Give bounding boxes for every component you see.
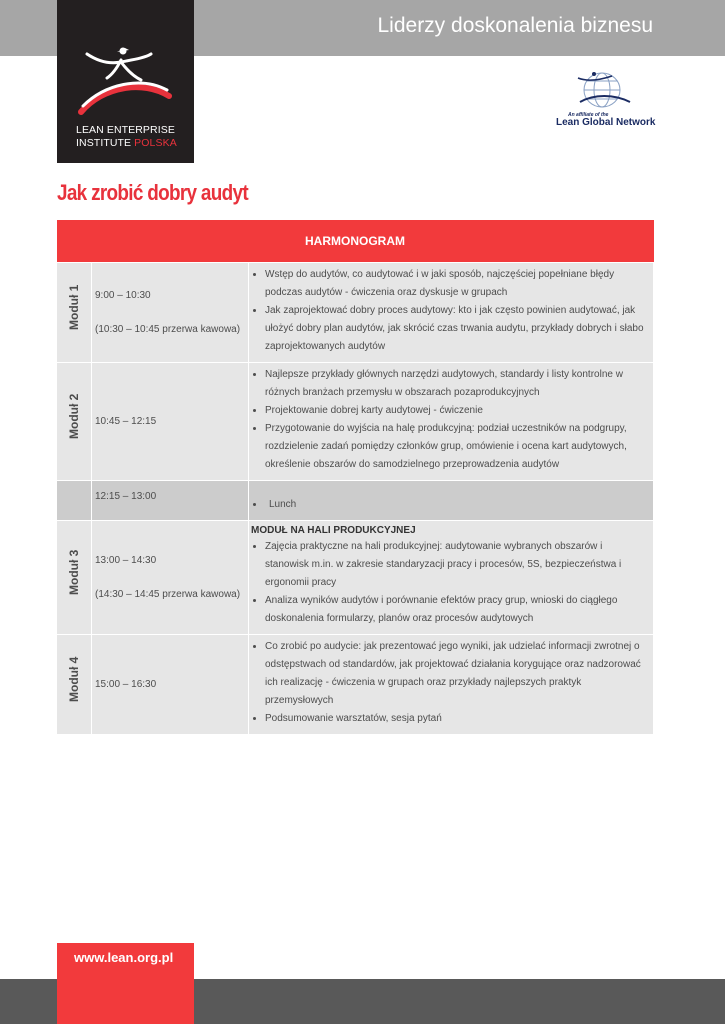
table-row bbox=[57, 363, 654, 481]
page-title: Jak zrobić dobry audyt bbox=[57, 180, 248, 205]
logo-text-line1: LEAN ENTERPRISE bbox=[76, 124, 175, 136]
affiliate-name: Lean Global Network bbox=[556, 117, 656, 128]
module-label: Moduł 1 bbox=[67, 284, 81, 330]
description-cell bbox=[249, 363, 654, 481]
time-cell bbox=[92, 635, 249, 735]
module-label: Moduł 2 bbox=[67, 393, 81, 439]
affiliate-caption: An affiliate of the bbox=[568, 112, 609, 118]
list-item: • Co zrobić po audycie: jak prezentować jego wyniki, jak udzielać informacji zwrotnej o odstępstwach od standardów, jak projektować działania korygujące oraz nadzorować ich realizację - ćwiczenia w grupach oraz przykłady najlepszych praktyk przemysłowych bbox=[265, 638, 647, 710]
time-cell bbox=[92, 481, 249, 521]
section-heading: MODUŁ NA HALI PRODUKCYJNEJ bbox=[251, 525, 416, 536]
description-cell bbox=[249, 635, 654, 735]
schedule-header: HARMONOGRAM bbox=[57, 220, 654, 263]
logo-text-polska: POLSKA bbox=[134, 137, 177, 149]
time-cell bbox=[92, 363, 249, 481]
logo-text-institute: INSTITUTE bbox=[76, 137, 135, 149]
list-item: • Zajęcia praktyczne na hali produkcyjnej: audytowanie wybranych obszarów i stanowisk m.in. w zakresie standaryzacji pracy i procesów, 5S, bezpieczeństwa i ergonomii pracy bbox=[265, 538, 647, 592]
description-cell bbox=[249, 263, 654, 363]
table-row bbox=[57, 635, 654, 735]
header-tagline: Liderzy doskonalenia biznesu bbox=[377, 14, 653, 37]
schedule-table bbox=[56, 220, 654, 735]
time-cell bbox=[92, 521, 249, 635]
schedule-header-row bbox=[57, 220, 654, 263]
module-cell bbox=[57, 521, 92, 635]
table-row bbox=[57, 521, 654, 635]
module-cell bbox=[57, 363, 92, 481]
module-label: Moduł 3 bbox=[67, 549, 81, 595]
table-row bbox=[57, 481, 654, 521]
break-time: (14:30 – 14:45 przerwa kawowa) bbox=[95, 588, 241, 600]
time-range: 10:45 – 12:15 bbox=[95, 415, 157, 427]
description-cell bbox=[249, 521, 654, 635]
list-item: • Analiza wyników audytów i porównanie efektów pracy grup, wnioski do ciągłego doskonalenia formularzy, planów oraz procesów audytowych bbox=[265, 592, 647, 628]
module-cell bbox=[57, 635, 92, 735]
table-row bbox=[57, 263, 654, 363]
list-item: • Jak zaprojektować dobry proces audytowy: kto i jak często powinien audytować, jak ułożyć dobry plan audytów, jak skrócić czas trwania audytu, przykłady dobrych i słabo zaprojektowanych audytów bbox=[265, 302, 647, 356]
list-item: • Projektowanie dobrej karty audytowej - ćwiczenie bbox=[265, 402, 647, 420]
website-url[interactable]: www.lean.org.pl bbox=[74, 950, 174, 965]
module-cell bbox=[57, 263, 92, 363]
lean-enterprise-logo bbox=[57, 0, 194, 163]
website-link[interactable] bbox=[57, 943, 194, 1024]
list-item: • Wstęp do audytów, co audytować i w jaki sposób, najczęściej popełniane błędy podczas audytów - ćwiczenia oraz dyskusje w grupach bbox=[265, 266, 647, 302]
list-item: • Najlepsze przykłady głównych narzędzi audytowych, standardy i listy kontrolne w różnych branżach przemysłu w obszarach pozaprodukcyjnych bbox=[265, 366, 647, 402]
time-range: 9:00 – 10:30 bbox=[95, 289, 151, 301]
time-range: 15:00 – 16:30 bbox=[95, 678, 157, 690]
list-item: • Lunch bbox=[265, 496, 647, 514]
globe-icon bbox=[572, 70, 652, 115]
time-range: 13:00 – 14:30 bbox=[95, 554, 157, 566]
list-item: • Podsumowanie warsztatów, sesja pytań bbox=[265, 710, 647, 728]
module-label: Moduł 4 bbox=[67, 656, 81, 702]
time-range: 12:15 – 13:00 bbox=[95, 491, 157, 502]
list-item: • Przygotowanie do wyjścia na halę produkcyjną: podział uczestników na podgrupy, rozdzielenie zadań pomiędzy członków grup, omówienie i ocena kart audytowych, określenie obszarów do samodzielnego przeprowadzenia audytów bbox=[265, 420, 647, 474]
description-cell bbox=[249, 481, 654, 521]
module-cell bbox=[57, 481, 92, 521]
logo-text-line2 bbox=[76, 137, 177, 149]
break-time: (10:30 – 10:45 przerwa kawowa) bbox=[95, 323, 241, 335]
time-cell bbox=[92, 263, 249, 363]
